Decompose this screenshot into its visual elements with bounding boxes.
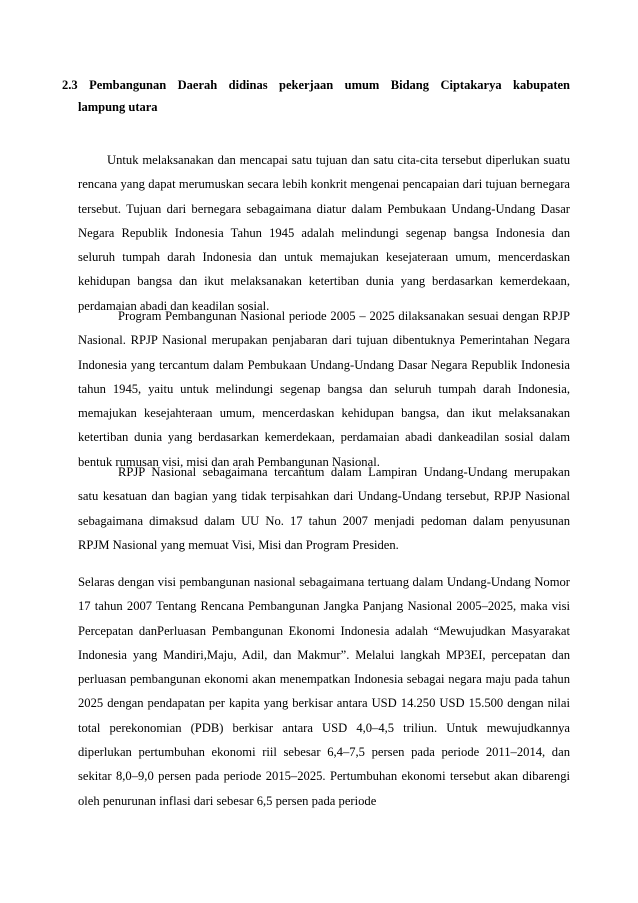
paragraph-3: RPJP Nasional sebagaimana tercantum dalam Lampiran Undang-Undang merupakan satu kesatuan dan bagian yang tidak terpisahkan dari Undang-Undang tersebut, RPJP Nasional sebagaimana dimaksud dalam UU No. 17 tahun 2007 menjadi pedoman dalam penyusunan RPJM Nasional yang memuat Visi, Misi dan Program Presiden. [78, 465, 570, 552]
section-heading-continuation: lampung utara [78, 100, 158, 114]
paragraph-1: Untuk melaksanakan dan mencapai satu tujuan dan satu cita-cita tersebut diperlukan suatu rencana yang dapat merumuskan secara lebih konkrit mengenai pencapaian dari tujuan bernegara tersebut. Tujuan dari bernegara sebagaimana diatur dalam Pembukaan Undang-Undang Dasar Negara Republik Indonesia Tahun 1945 adalah melindungi segenap bangsa Indonesia dan seluruh tumpah darah Indonesia dan untuk memajukan kesejateraan umum, mencerdaskan kehidupan bangsa dan ikut melaksanakan ketertiban dunia yang berdasarkan kemerdekaan, perdamaian abadi dan keadilan sosial. [78, 153, 570, 313]
section-heading: 2.3 Pembangunan Daerah didinas pekerjaan umum Bidang Ciptakarya kabupaten [62, 78, 570, 92]
paragraph-4: Selaras dengan visi pembangunan nasional sebagaimana tertuang dalam Undang-Undang Nomor 17 tahun 2007 Tentang Rencana Pembangunan Jangka Panjang Nasional 2005–2025, maka visi Percepatan danPerluasan Pembangunan Ekonomi Indonesia adalah “Mewujudkan Masyarakat Indonesia yang Mandiri,Maju, Adil, dan Makmur”. Melalui langkah MP3EI, percepatan dan perluasan pembangunan ekonomi akan menempatkan Indonesia sebagai negara maju pada tahun 2025 dengan pendapatan per kapita yang berkisar antara USD 14.250 USD 15.500 dengan nilai total perekonomian (PDB) berkisar antara USD 4,0–4,5 triliun. Untuk mewujudkannya diperlukan pertumbuhan ekonomi riil sebesar 6,4–7,5 persen pada periode 2011–2014, dan sekitar 8,0–9,0 persen pada periode 2015–2025. Pertumbuhan ekonomi tersebut akan dibarengi oleh penurunan inflasi dari sebesar 6,5 persen pada periode [78, 575, 570, 808]
paragraph-2: Program Pembangunan Nasional periode 2005 – 2025 dilaksanakan sesuai dengan RPJP Nasional. RPJP Nasional merupakan penjabaran dari tujuan dibentuknya Pemerintahan Negara Indonesia yang tercantum dalam Pembukaan Undang-Undang Dasar Negara Republik Indonesia tahun 1945, yaitu untuk melindungi segenap bangsa dan seluruh tumpah darah Indonesia, memajukan kesejahteraan umum, mencerdaskan kehidupan bangsa, dan ikut melaksanakan ketertiban dunia yang berdasarkan kemerdekaan, perdamaian abadi dankeadilan sosial dalam bentuk rumusan visi, misi dan arah Pembangunan Nasional. [78, 309, 570, 469]
